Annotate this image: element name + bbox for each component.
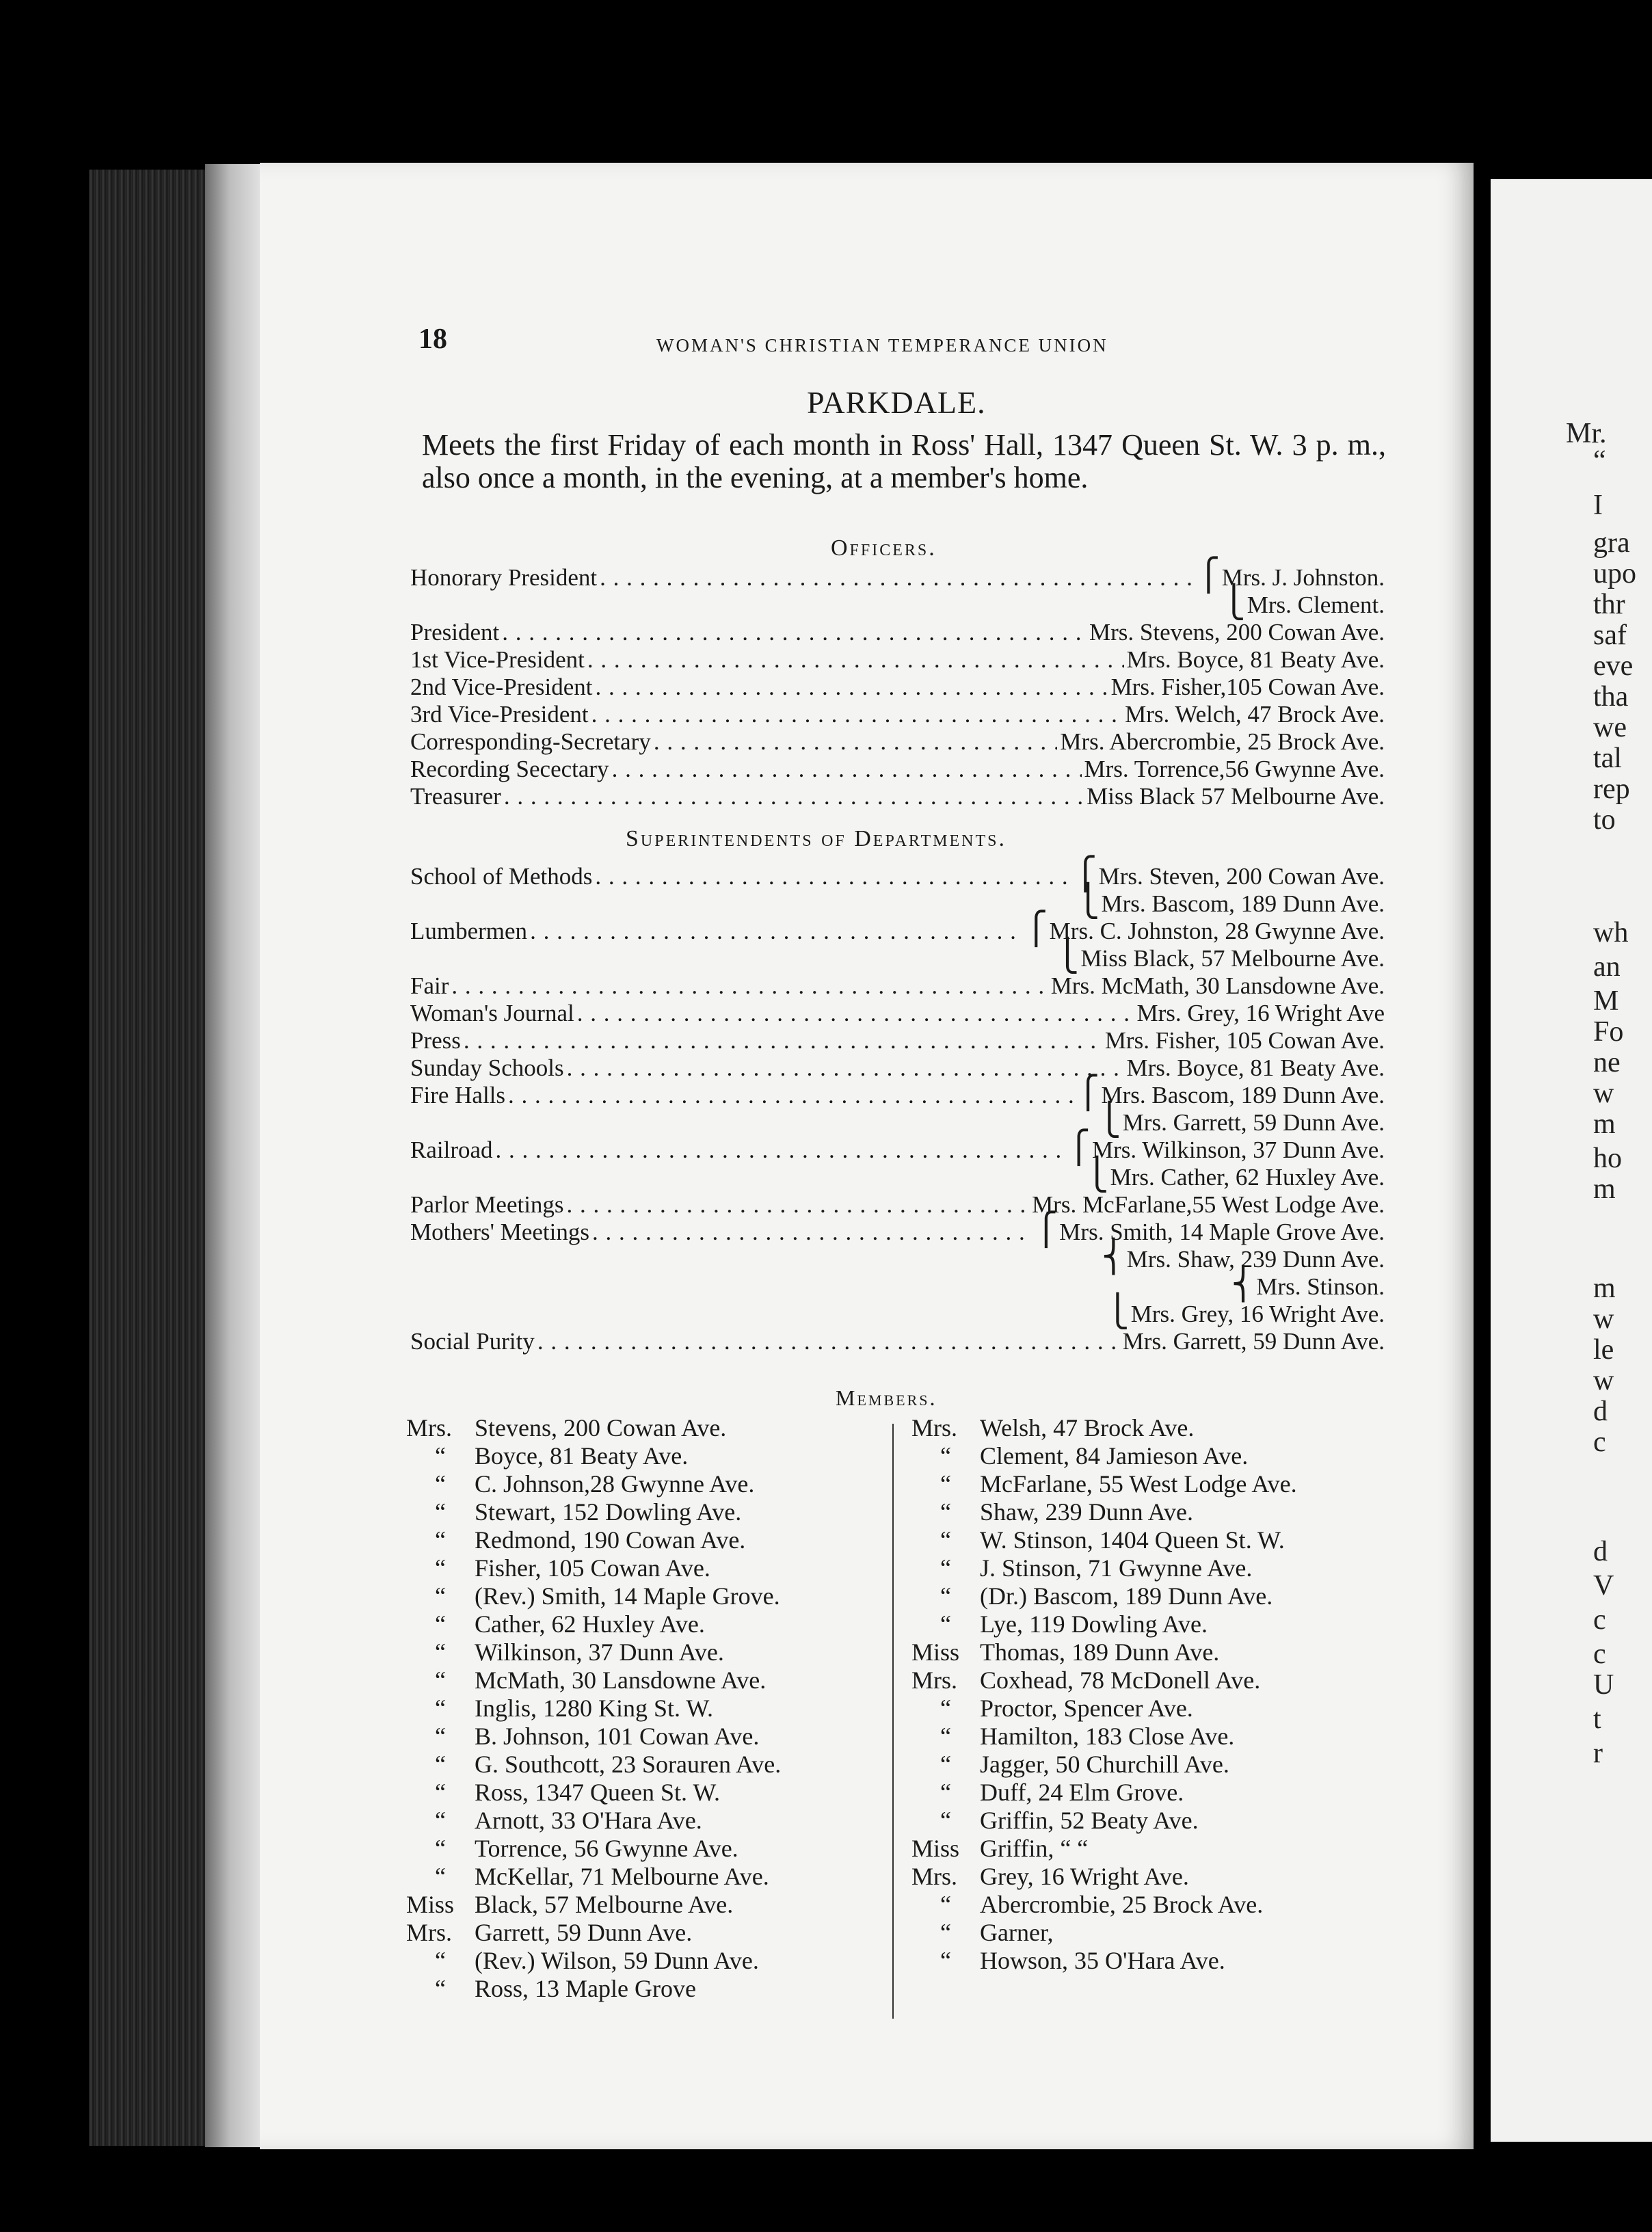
entry-name-text: Mrs. Fisher, 105 Cowan Ave. — [1104, 1027, 1385, 1054]
facing-page-fragment: w — [1593, 1078, 1614, 1109]
entry-label: President — [410, 619, 500, 646]
member-entry — [406, 1582, 780, 1610]
entry-name-text: Mrs. Clement. — [1247, 592, 1385, 618]
member-name: Ross, 1347 Queen St. W. — [475, 1779, 721, 1806]
officer-row — [410, 585, 1385, 620]
member-title: “ — [940, 1779, 951, 1806]
department-row — [410, 1054, 1385, 1082]
member-name: Cather, 62 Huxley Ave. — [475, 1610, 705, 1638]
entry-label: 3rd Vice-President — [410, 701, 589, 728]
member-name: Boyce, 81 Beaty Ave. — [475, 1442, 689, 1470]
entry-label: School of Methods — [410, 863, 593, 890]
facing-page-fragment: thr — [1593, 589, 1625, 620]
leader-dots — [592, 1219, 1032, 1246]
member-name: McFarlane, 55 West Lodge Ave. — [980, 1470, 1297, 1498]
member-name: McMath, 30 Lansdowne Ave. — [475, 1666, 767, 1694]
facing-page-fragment: tha — [1593, 681, 1629, 713]
facing-page-fragment: “ — [1593, 445, 1606, 477]
leader-dots — [587, 646, 1124, 674]
facing-page-fragment: U — [1593, 1669, 1614, 1701]
brace-mark: ⎩ — [1085, 1157, 1109, 1192]
facing-page-fragment: gra — [1593, 527, 1630, 559]
entry-name-text: Mrs. Cather, 62 Huxley Ave. — [1110, 1164, 1385, 1191]
brace-mark: ⎧ — [1034, 1212, 1058, 1247]
member-title: Miss — [911, 1638, 960, 1666]
member-name: Fisher, 105 Cowan Ave. — [475, 1554, 710, 1582]
member-entry — [406, 1891, 733, 1919]
brace-mark: ⎩ — [1055, 938, 1080, 973]
member-name: G. Southcott, 23 Sorauren Ave. — [475, 1751, 782, 1778]
entry-name-text: Mrs. C. Johnston, 28 Gwynne Ave. — [1049, 918, 1385, 944]
member-title: “ — [940, 1610, 951, 1638]
leader-dots — [451, 972, 1048, 1000]
member-title: “ — [435, 1863, 446, 1890]
department-row — [410, 1027, 1385, 1054]
member-name: Coxhead, 78 McDonell Ave. — [980, 1666, 1261, 1694]
entry-name — [1106, 1294, 1385, 1329]
member-title: “ — [435, 1442, 446, 1470]
member-entry — [911, 1779, 1184, 1807]
entry-name-text: Mrs. McMath, 30 Lansdowne Ave. — [1050, 972, 1385, 999]
member-name: Clement, 84 Jamieson Ave. — [980, 1442, 1249, 1470]
entry-label: Press — [410, 1027, 461, 1054]
leader-dots — [530, 918, 1022, 945]
entry-name — [1222, 585, 1385, 620]
member-entry — [406, 1863, 769, 1891]
brace-mark: ⎧ — [1197, 557, 1221, 592]
leader-dots — [596, 674, 1108, 701]
entry-name — [1127, 1054, 1385, 1082]
entry-name — [1067, 1130, 1385, 1165]
member-entry — [911, 1554, 1252, 1582]
member-name: Stevens, 200 Cowan Ave. — [475, 1414, 727, 1442]
member-entry — [406, 1638, 724, 1666]
member-title: “ — [435, 1779, 446, 1806]
entry-name — [1097, 1102, 1385, 1137]
member-name: Wilkinson, 37 Dunn Ave. — [475, 1638, 724, 1666]
entry-label: Fair — [410, 972, 449, 999]
entry-name — [1089, 619, 1385, 646]
department-row — [410, 884, 1385, 918]
member-name: Ross, 13 Maple Grove — [475, 1975, 696, 2002]
member-entry — [406, 1751, 781, 1779]
entry-label: Railroad — [410, 1137, 493, 1163]
entry-name — [1125, 701, 1385, 728]
page-number: 18 — [418, 323, 447, 355]
member-entry — [406, 1779, 720, 1807]
facing-page-fragment: saf — [1593, 620, 1627, 651]
member-title: Miss — [406, 1891, 455, 1918]
member-entry — [406, 1470, 754, 1498]
member-title: “ — [940, 1695, 951, 1722]
member-title: “ — [940, 1751, 951, 1778]
facing-page-edge — [1491, 179, 1652, 2142]
entry-name-text: Mrs. Boyce, 81 Beaty Ave. — [1126, 646, 1385, 673]
department-row — [410, 1212, 1385, 1247]
department-row — [410, 1266, 1385, 1301]
member-name: Welsh, 47 Brock Ave. — [980, 1414, 1195, 1442]
leader-dots — [612, 756, 1082, 783]
member-entry — [911, 1582, 1273, 1610]
officers-heading: Officers. — [831, 535, 937, 561]
member-title: Mrs. — [406, 1414, 453, 1442]
facing-page-fragment: m — [1593, 1173, 1616, 1205]
member-title: “ — [435, 1554, 446, 1582]
member-entry — [911, 1498, 1193, 1526]
entry-name-text: Miss Black 57 Melbourne Ave. — [1087, 783, 1385, 810]
member-entry — [406, 1947, 759, 1975]
facing-page-fragment: tal — [1593, 743, 1622, 774]
facing-page-fragment: an — [1593, 951, 1621, 983]
entry-name — [1060, 728, 1385, 756]
member-title: “ — [435, 1695, 446, 1722]
entry-name-text: Mrs. Bascom, 189 Dunn Ave. — [1101, 890, 1385, 917]
member-entry — [911, 1666, 1260, 1695]
facing-page-fragment: we — [1593, 712, 1627, 743]
officer-row — [410, 783, 1385, 810]
facing-page-fragment: w — [1593, 1303, 1614, 1335]
department-row — [410, 1191, 1385, 1219]
member-entry — [406, 1414, 726, 1442]
member-entry — [406, 1919, 692, 1947]
department-row — [410, 856, 1385, 891]
facing-page-fragment: c — [1593, 1638, 1606, 1670]
brace-mark: ⎧ — [1024, 911, 1048, 946]
entry-name-text: Mrs. Stinson. — [1256, 1273, 1385, 1300]
member-title: “ — [940, 1723, 951, 1750]
facing-page-fragment: t — [1593, 1703, 1601, 1735]
member-name: Proctor, Spencer Ave. — [980, 1695, 1193, 1722]
member-name: Jagger, 50 Churchill Ave. — [980, 1751, 1229, 1778]
entry-label: Honorary President — [410, 564, 598, 591]
member-title: “ — [435, 1582, 446, 1610]
member-name: McKellar, 71 Melbourne Ave. — [475, 1863, 769, 1890]
member-entry — [406, 1723, 759, 1751]
member-title: Mrs. — [911, 1414, 958, 1442]
member-title: “ — [940, 1554, 951, 1582]
member-entry — [911, 1638, 1219, 1666]
brace-mark: ⎩ — [1222, 585, 1246, 620]
leader-dots — [591, 701, 1122, 728]
member-entry — [911, 1723, 1234, 1751]
member-entry — [406, 1526, 745, 1554]
entry-name-text: Mrs. Stevens, 200 Cowan Ave. — [1089, 619, 1385, 646]
entry-name — [1231, 1266, 1385, 1301]
facing-page-fragment: ne — [1593, 1047, 1621, 1078]
member-title: “ — [435, 1610, 446, 1638]
leader-dots — [464, 1027, 1102, 1054]
brace-mark: ⎩ — [1106, 1294, 1130, 1329]
entry-name-text: Mrs. Fisher,105 Cowan Ave. — [1110, 674, 1385, 700]
member-title: “ — [435, 1498, 446, 1526]
leader-dots — [595, 863, 1071, 890]
member-entry — [911, 1835, 1088, 1863]
member-title: Miss — [911, 1835, 960, 1862]
entry-label: Lumbermen — [410, 918, 528, 944]
entry-name — [1032, 1191, 1385, 1219]
entry-name — [1055, 938, 1385, 973]
entry-name-text: Mrs. Grey, 16 Wright Ave. — [1130, 1301, 1385, 1327]
facing-page-fragment: wh — [1593, 917, 1629, 948]
member-name: Thomas, 189 Dunn Ave. — [980, 1638, 1220, 1666]
facing-page-fragment: m — [1593, 1273, 1616, 1304]
member-name: Inglis, 1280 King St. W. — [475, 1695, 714, 1722]
leader-dots — [537, 1328, 1120, 1355]
member-title: “ — [435, 1751, 446, 1778]
brace-mark: ⎩ — [1076, 884, 1100, 918]
department-row — [410, 911, 1385, 946]
leader-dots — [567, 1191, 1030, 1219]
officer-row — [410, 619, 1385, 646]
leader-dots — [654, 728, 1057, 756]
facing-page-fragment: d — [1593, 1536, 1608, 1567]
member-entry — [406, 1807, 702, 1835]
member-name: (Dr.) Bascom, 189 Dunn Ave. — [980, 1582, 1273, 1610]
department-row — [410, 1294, 1385, 1329]
brace-mark: ⎨ — [1102, 1239, 1125, 1274]
member-name: Howson, 35 O'Hara Ave. — [980, 1947, 1225, 1974]
member-name: J. Stinson, 71 Gwynne Ave. — [980, 1554, 1253, 1582]
entry-name-text: Miss Black, 57 Melbourne Ave. — [1080, 945, 1385, 972]
facing-page-fragment: le — [1593, 1334, 1614, 1366]
officer-row — [410, 756, 1385, 783]
member-entry — [911, 1751, 1229, 1779]
member-title: “ — [435, 1723, 446, 1750]
entry-name-text: Mrs. Wilkinson, 37 Dunn Ave. — [1092, 1137, 1385, 1163]
department-row — [410, 1102, 1385, 1137]
member-entry — [406, 1554, 710, 1582]
member-name: Shaw, 239 Dunn Ave. — [980, 1498, 1193, 1526]
member-entry — [406, 1610, 705, 1638]
member-name: Garner, — [980, 1919, 1054, 1946]
facing-page-fragment: Fo — [1593, 1016, 1624, 1048]
officer-row — [410, 674, 1385, 701]
entry-name — [1034, 1212, 1385, 1247]
member-title: “ — [435, 1947, 446, 1974]
entry-label: Sunday Schools — [410, 1054, 564, 1081]
facing-page-fragment: Mr. — [1566, 418, 1607, 449]
entry-name-text: Mrs. Grey, 16 Wright Ave — [1136, 1000, 1385, 1026]
member-title: “ — [940, 1919, 951, 1946]
member-name: Garrett, 59 Dunn Ave. — [475, 1919, 693, 1946]
department-row — [410, 1157, 1385, 1192]
meeting-info: Meets the first Friday of each month in Ross' Hall, 1347 Queen St. W. 3 p. m., also once a month, in the evening, at a member's home. — [422, 428, 1386, 494]
brace-mark: ⎧ — [1074, 856, 1097, 891]
member-entry — [406, 1442, 688, 1470]
brace-mark: ⎨ — [1231, 1266, 1255, 1301]
entry-label: Parlor Meetings — [410, 1191, 564, 1218]
entry-name — [1123, 1328, 1385, 1355]
facing-page-fragment: d — [1593, 1396, 1608, 1427]
leader-dots — [508, 1082, 1074, 1109]
entry-label: 1st Vice-President — [410, 646, 585, 673]
member-entry — [911, 1414, 1194, 1442]
member-name: Grey, 16 Wright Ave. — [980, 1863, 1189, 1890]
member-title: “ — [940, 1442, 951, 1470]
member-entry — [911, 1919, 1054, 1947]
member-entry — [406, 1666, 766, 1695]
column-divider — [892, 1424, 894, 2019]
member-title: “ — [940, 1807, 951, 1834]
entry-name — [1087, 783, 1385, 810]
entry-name — [1111, 674, 1385, 701]
member-name: Stewart, 152 Dowling Ave. — [475, 1498, 742, 1526]
entry-name — [1076, 884, 1385, 918]
officer-row — [410, 646, 1385, 674]
facing-page-fragment: c — [1593, 1604, 1606, 1636]
member-title: Mrs. — [406, 1919, 453, 1946]
entry-name-text: Mrs. Garrett, 59 Dunn Ave. — [1122, 1109, 1385, 1136]
member-name: B. Johnson, 101 Cowan Ave. — [475, 1723, 760, 1750]
superintendents-heading: Superintendents of Departments. — [626, 826, 1007, 851]
member-entry — [911, 1470, 1297, 1498]
entry-name — [1127, 646, 1385, 674]
leader-dots — [577, 1000, 1134, 1027]
facing-page-fragment: M — [1593, 985, 1619, 1017]
brace-mark: ⎧ — [1067, 1130, 1091, 1165]
entry-name-text: Mrs. Steven, 200 Cowan Ave. — [1098, 863, 1385, 890]
entry-name-text: Mrs. Shaw, 239 Dunn Ave. — [1126, 1246, 1385, 1273]
officer-row — [410, 701, 1385, 728]
member-entry — [911, 1442, 1248, 1470]
department-row — [410, 972, 1385, 1000]
member-title: “ — [435, 1807, 446, 1834]
member-entry — [911, 1891, 1263, 1919]
member-name: Arnott, 33 O'Hara Ave. — [475, 1807, 702, 1834]
member-title: Mrs. — [911, 1666, 958, 1694]
entry-label: Treasurer — [410, 783, 501, 810]
member-title: “ — [940, 1470, 951, 1498]
member-name: Redmond, 190 Cowan Ave. — [475, 1526, 746, 1554]
department-row — [410, 938, 1385, 973]
member-title: Mrs. — [911, 1863, 958, 1890]
entry-name — [1085, 1157, 1385, 1192]
entry-label: Mothers' Meetings — [410, 1219, 589, 1245]
department-row — [410, 1000, 1385, 1027]
running-header: WOMAN'S CHRISTIAN TEMPERANCE UNION — [656, 335, 1108, 356]
entry-name-text: Mrs. J. Johnston. — [1221, 564, 1385, 591]
leader-dots — [504, 783, 1084, 810]
member-entry — [406, 1975, 696, 2003]
section-title: PARKDALE. — [807, 385, 986, 420]
member-entry — [911, 1807, 1199, 1835]
member-name: (Rev.) Wilson, 59 Dunn Ave. — [475, 1947, 759, 1974]
member-entry — [911, 1526, 1285, 1554]
leader-dots — [502, 619, 1087, 646]
entry-name — [1051, 972, 1385, 1000]
entry-label: Social Purity — [410, 1328, 535, 1355]
member-title: “ — [435, 1526, 446, 1554]
member-entry — [406, 1498, 741, 1526]
member-name: C. Johnson,28 Gwynne Ave. — [475, 1470, 755, 1498]
entry-name-text: Mrs. Welch, 47 Brock Ave. — [1125, 701, 1385, 728]
member-title: “ — [940, 1498, 951, 1526]
entry-name-text: Mrs. Bascom, 189 Dunn Ave. — [1101, 1082, 1385, 1108]
brace-mark: ⎩ — [1097, 1102, 1121, 1137]
member-entry — [911, 1947, 1225, 1975]
member-title: “ — [940, 1526, 951, 1554]
facing-page-fragment: w — [1593, 1365, 1614, 1396]
facing-page-fragment: eve — [1593, 650, 1634, 682]
member-title: “ — [435, 1638, 446, 1666]
member-title: “ — [435, 1975, 446, 2002]
member-name: Torrence, 56 Gwynne Ave. — [475, 1835, 738, 1862]
facing-page-fragment: upo — [1593, 558, 1636, 589]
entry-label: 2nd Vice-President — [410, 674, 593, 700]
member-name: Lye, 119 Dowling Ave. — [980, 1610, 1208, 1638]
brace-mark: ⎧ — [1076, 1075, 1100, 1110]
entry-label: Recording Secectary — [410, 756, 609, 782]
facing-page-fragment: rep — [1593, 773, 1630, 805]
facing-page-fragment: c — [1593, 1426, 1606, 1458]
member-name: W. Stinson, 1404 Queen St. W. — [980, 1526, 1285, 1554]
entry-label: Woman's Journal — [410, 1000, 574, 1026]
leader-dots — [567, 1054, 1124, 1082]
member-title: “ — [435, 1835, 446, 1862]
members-heading: Members. — [836, 1385, 937, 1410]
member-title: “ — [940, 1891, 951, 1918]
entry-name-text: Mrs. Boyce, 81 Beaty Ave. — [1126, 1054, 1385, 1081]
member-name: Griffin, “ “ — [980, 1835, 1089, 1862]
member-title: “ — [435, 1666, 446, 1694]
entry-name-text: Mrs. McFarlane,55 West Lodge Ave. — [1032, 1191, 1385, 1218]
page-edge-shading — [205, 164, 267, 2147]
entry-name-text: Mrs. Abercrombie, 25 Brock Ave. — [1060, 728, 1385, 755]
department-row — [410, 1130, 1385, 1165]
facing-page-fragment: I — [1593, 490, 1603, 521]
leader-dots — [496, 1137, 1065, 1164]
member-title: “ — [940, 1582, 951, 1610]
entry-name — [1076, 1075, 1385, 1110]
member-name: Duff, 24 Elm Grove. — [980, 1779, 1184, 1806]
facing-page-fragment: r — [1593, 1738, 1603, 1769]
member-name: Abercrombie, 25 Brock Ave. — [980, 1891, 1264, 1918]
member-name: Black, 57 Melbourne Ave. — [475, 1891, 734, 1918]
entry-name-text: Mrs. Torrence,56 Gwynne Ave. — [1084, 756, 1385, 782]
officer-row — [410, 728, 1385, 756]
entry-label: Fire Halls — [410, 1082, 506, 1108]
member-title: “ — [435, 1470, 446, 1498]
entry-name — [1105, 1027, 1385, 1054]
facing-page-fragment: m — [1593, 1108, 1616, 1140]
entry-name — [1137, 1000, 1385, 1027]
facing-page-fragment: to — [1593, 804, 1616, 836]
entry-name — [1084, 756, 1385, 783]
member-entry — [911, 1695, 1193, 1723]
member-name: Hamilton, 183 Close Ave. — [980, 1723, 1235, 1750]
member-name: Griffin, 52 Beaty Ave. — [980, 1807, 1199, 1834]
member-name: (Rev.) Smith, 14 Maple Grove. — [475, 1582, 780, 1610]
member-entry — [406, 1695, 713, 1723]
leader-dots — [600, 564, 1194, 592]
entry-label: Corresponding-Secretary — [410, 728, 651, 755]
member-entry — [406, 1835, 738, 1863]
department-row — [410, 1328, 1385, 1355]
entry-name-text: Mrs. Garrett, 59 Dunn Ave. — [1122, 1328, 1385, 1355]
member-entry — [911, 1863, 1189, 1891]
department-row — [410, 1075, 1385, 1110]
member-title: “ — [940, 1947, 951, 1974]
entry-name — [1074, 856, 1385, 891]
entry-name-text: Mrs. Smith, 14 Maple Grove Ave. — [1059, 1219, 1385, 1245]
facing-page-fragment: ho — [1593, 1143, 1622, 1174]
facing-page-fragment: V — [1593, 1570, 1614, 1602]
member-entry — [911, 1610, 1208, 1638]
